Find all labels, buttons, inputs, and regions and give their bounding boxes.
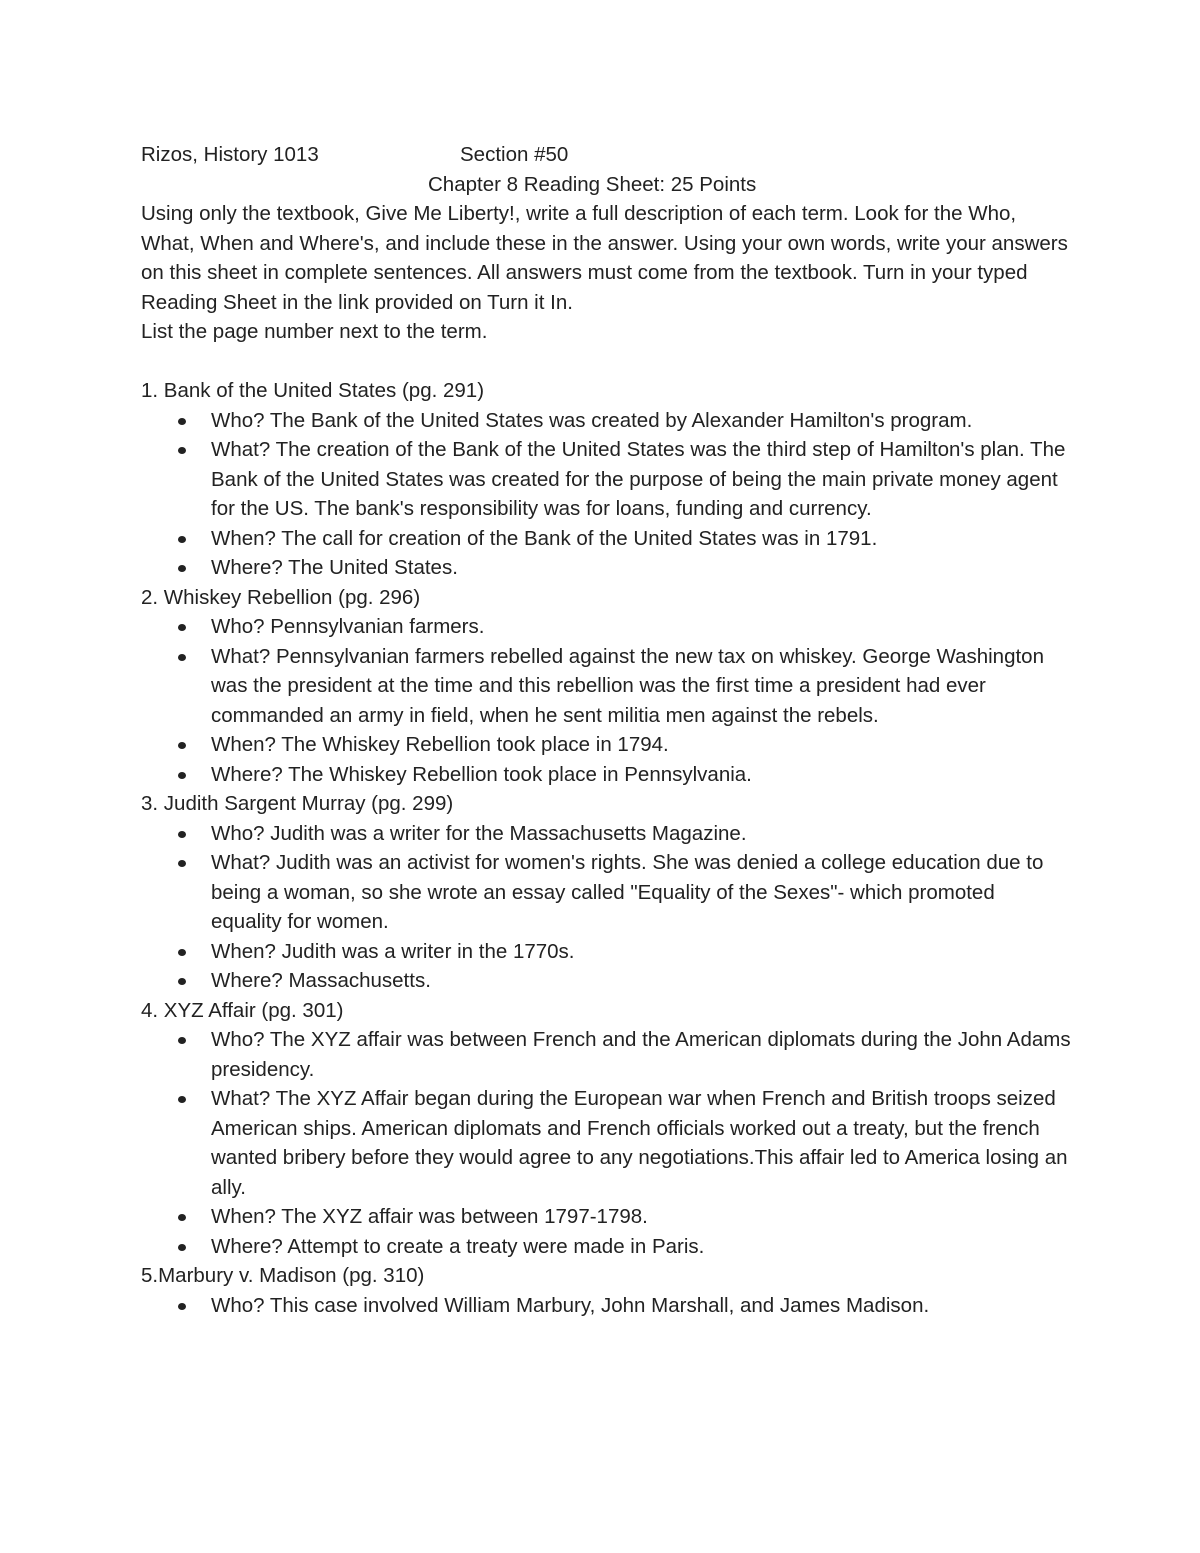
page-title: Chapter 8 Reading Sheet: 25 Points bbox=[428, 173, 757, 196]
term-heading: 5.Marbury v. Madison (pg. 310) bbox=[141, 1264, 425, 1287]
term-heading: 2. Whiskey Rebellion (pg. 296) bbox=[141, 585, 421, 609]
list-item-text: What? The XYZ Affair began during the European war when French and British troops seized American ships. American diplomats and French officials worked out a treaty, but the french wanted bribery before they would agree to any negotiations.This affair led to America losing an ally. bbox=[211, 1087, 1068, 1199]
bullet-icon bbox=[178, 447, 186, 454]
list-item bbox=[211, 730, 1071, 760]
list-item bbox=[211, 524, 1071, 554]
list-item bbox=[211, 406, 1071, 436]
list-item-text: When? The XYZ affair was between 1797-1798. bbox=[211, 1205, 648, 1228]
list-item-text: Where? Massachusetts. bbox=[211, 969, 431, 992]
bullet-icon bbox=[178, 418, 186, 425]
term-details bbox=[141, 819, 1071, 996]
list-item bbox=[211, 1291, 1071, 1321]
document-body bbox=[141, 199, 1071, 1320]
list-item bbox=[211, 553, 1071, 583]
bullet-icon bbox=[178, 860, 186, 867]
term-details bbox=[141, 406, 1071, 583]
list-item bbox=[211, 435, 1071, 524]
list-item-text: What? Pennsylvanian farmers rebelled against the new tax on whiskey. George Washington was the president at the time and this rebellion was the first time a president had ever commanded an army in field, when he sent militia men against the rebels. bbox=[211, 644, 1044, 727]
list-item-text: Who? The Bank of the United States was created by Alexander Hamilton's program. bbox=[211, 408, 973, 432]
term-details bbox=[141, 1291, 1071, 1321]
bullet-icon bbox=[178, 1096, 186, 1103]
list-item-text: What? Judith was an activist for women's rights. She was denied a college education due to being a woman, so she wrote an essay called "Equality of the Sexes"- which promoted equality for women. bbox=[211, 851, 1044, 933]
bullet-icon bbox=[178, 1037, 186, 1044]
term-4 bbox=[141, 996, 1071, 1262]
list-item bbox=[211, 642, 1071, 731]
list-item bbox=[211, 1232, 1071, 1262]
section-label: Section #50 bbox=[460, 143, 569, 166]
list-item bbox=[211, 937, 1071, 967]
bullet-icon bbox=[178, 565, 186, 572]
bullet-icon bbox=[178, 624, 186, 631]
list-item bbox=[211, 819, 1071, 849]
bullet-icon bbox=[178, 978, 186, 985]
list-item bbox=[211, 848, 1071, 937]
bullet-icon bbox=[178, 949, 186, 956]
list-item-text: When? Judith was a writer in the 1770s. bbox=[211, 939, 575, 963]
list-item bbox=[211, 966, 1071, 996]
list-item-text: Where? Attempt to create a treaty were made in Paris. bbox=[211, 1234, 705, 1258]
term-heading: 4. XYZ Affair (pg. 301) bbox=[141, 998, 344, 1022]
list-item-text: Who? Judith was a writer for the Massachusetts Magazine. bbox=[211, 821, 747, 845]
list-item bbox=[211, 1084, 1071, 1202]
list-item-text: Where? The Whiskey Rebellion took place in Pennsylvania. bbox=[211, 762, 752, 786]
term-heading: 3. Judith Sargent Murray (pg. 299) bbox=[141, 792, 454, 815]
term-1 bbox=[141, 376, 1071, 583]
header-row bbox=[141, 140, 1141, 170]
list-item-text: Who? The XYZ affair was between French and the American diplomats during the John Adams presidency. bbox=[211, 1028, 1071, 1081]
bullet-icon bbox=[178, 831, 186, 838]
term-details bbox=[141, 1025, 1071, 1261]
bullet-icon bbox=[178, 1303, 186, 1310]
term-2 bbox=[141, 583, 1071, 790]
page-number-note: List the page number next to the term. bbox=[141, 320, 488, 343]
term-details bbox=[141, 612, 1071, 789]
list-item-text: Who? This case involved William Marbury, John Marshall, and James Madison. bbox=[211, 1293, 930, 1317]
bullet-icon bbox=[178, 654, 186, 661]
bullet-icon bbox=[178, 772, 186, 779]
list-item-text: When? The Whiskey Rebellion took place in 1794. bbox=[211, 733, 669, 756]
term-5 bbox=[141, 1261, 1071, 1320]
bullet-icon bbox=[178, 1214, 186, 1221]
list-item-text: What? The creation of the Bank of the United States was the third step of Hamilton's plan. The Bank of the United States was created for the purpose of being the main private money agent for the US. The bank's responsibility was for loans, funding and currency. bbox=[211, 438, 1066, 520]
list-item bbox=[211, 1025, 1071, 1084]
bullet-icon bbox=[178, 536, 186, 543]
bullet-icon bbox=[178, 1244, 186, 1251]
term-heading: 1. Bank of the United States (pg. 291) bbox=[141, 379, 485, 402]
course-label: Rizos, History 1013 bbox=[141, 143, 319, 166]
bullet-icon bbox=[178, 742, 186, 749]
list-item-text: Where? The United States. bbox=[211, 556, 458, 579]
list-item bbox=[211, 1202, 1071, 1232]
term-3 bbox=[141, 789, 1071, 996]
instructions-paragraph: Using only the textbook, Give Me Liberty!, write a full description of each term. Look for the Who, What, When and Where's, and include these in the answer. Using your own words, write your answers on this sheet in complete sentences. All answers must come from the textbook. Turn in your typed Reading Sheet in the link provided on Turn it In. bbox=[141, 202, 1068, 314]
list-item bbox=[211, 612, 1071, 642]
list-item-text: Who? Pennsylvanian farmers. bbox=[211, 615, 485, 638]
list-item bbox=[211, 760, 1071, 790]
list-item-text: When? The call for creation of the Bank of the United States was in 1791. bbox=[211, 526, 878, 550]
